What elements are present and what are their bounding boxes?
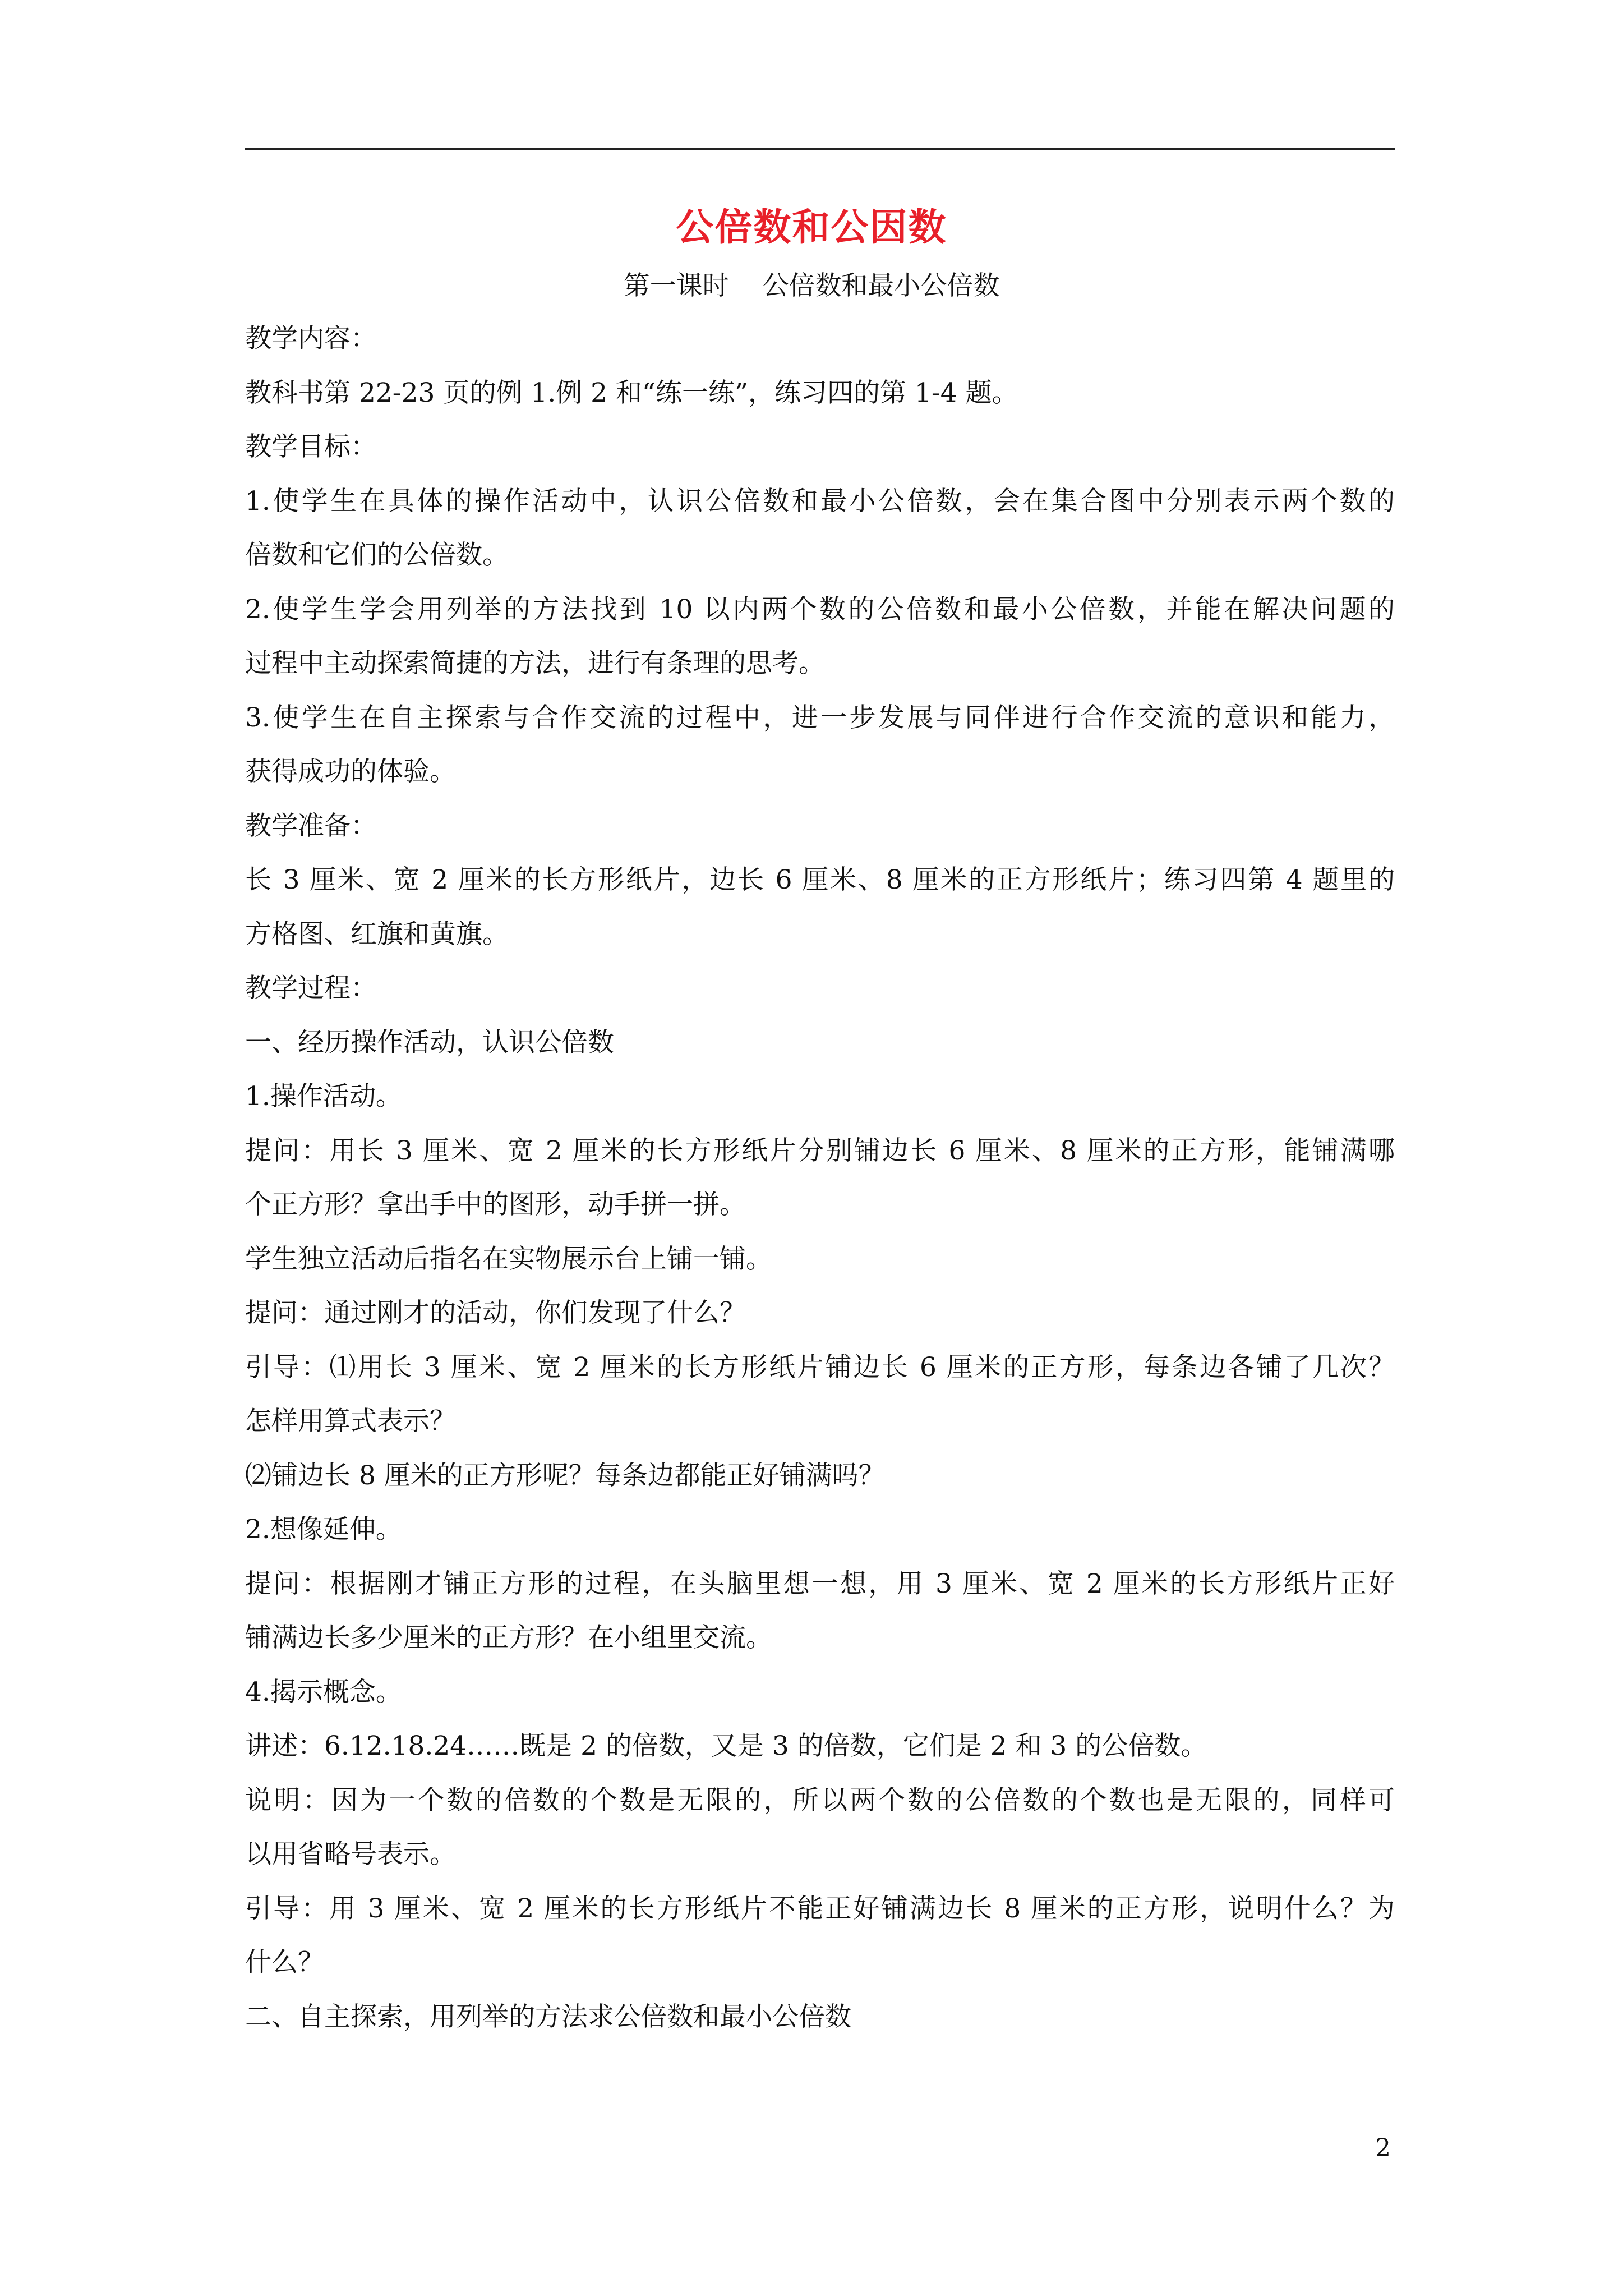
text-line: 以用省略号表示。 [245, 1839, 456, 1870]
page-number: 2 [1375, 2134, 1391, 2162]
text-line: 教学过程： [245, 973, 377, 1004]
text-line: 教学内容： [245, 323, 377, 354]
text-line: 讲述：6.12.18.24……既是 2 的倍数，又是 3 的倍数，它们是 2 和 3 的公倍数。 [245, 1731, 1207, 1761]
text-line: 方格图、红旗和黄旗。 [245, 918, 509, 950]
text-line: 教学准备： [245, 810, 377, 841]
text-line: 什么？ [245, 1947, 324, 1978]
text-line: 3.使学生在自主探索与合作交流的过程中，进一步发展与同伴进行合作交流的意识和能力， [245, 702, 1395, 733]
text-line: 说明：因为一个数的倍数的个数是无限的，所以两个数的公倍数的个数也是无限的，同样可 [245, 1784, 1395, 1816]
text-line: 二、自主探索，用列举的方法求公倍数和最小公倍数 [245, 2001, 851, 2032]
text-line: 长 3 厘米、宽 2 厘米的长方形纸片，边长 6 厘米、8 厘米的正方形纸片；练习四第 4 题里的 [245, 864, 1395, 895]
text-line: 学生独立活动后指名在实物展示台上铺一铺。 [245, 1243, 772, 1274]
text-line: 提问：用长 3 厘米、宽 2 厘米的长方形纸片分别铺边长 6 厘米、8 厘米的正方形，能铺满哪 [245, 1135, 1395, 1166]
header-rule [245, 148, 1395, 150]
text-line: 过程中主动探索简捷的方法，进行有条理的思考。 [245, 648, 825, 679]
text-line: 提问：通过刚才的活动，你们发现了什么？ [245, 1297, 746, 1328]
text-line: 铺满边长多少厘米的正方形？在小组里交流。 [245, 1622, 772, 1653]
text-line: 一、经历操作活动，认识公倍数 [245, 1027, 614, 1058]
text-line: 提问：根据刚才铺正方形的过程，在头脑里想一想，用 3 厘米、宽 2 厘米的长方形纸片正好 [245, 1568, 1395, 1599]
text-line: 4.揭示概念。 [245, 1676, 402, 1708]
document-body [245, 312, 1395, 2044]
text-line: 教科书第 22-23 页的例 1.例 2 和“练一练”，练习四的第 1-4 题。 [245, 377, 1018, 408]
text-line: 获得成功的体验。 [245, 756, 456, 787]
document-subtitle: 第一课时 公倍数和最小公倍数 [623, 270, 1000, 301]
text-line: 1.操作活动。 [245, 1081, 402, 1112]
text-line: 教学目标： [245, 431, 377, 462]
text-line: 1.使学生在具体的操作活动中，认识公倍数和最小公倍数，会在集合图中分别表示两个数的 [245, 485, 1395, 517]
text-line: 2.想像延伸。 [245, 1514, 402, 1545]
text-line: 引导：⑴用长 3 厘米、宽 2 厘米的长方形纸片铺边长 6 厘米的正方形，每条边各铺了几次？ [245, 1351, 1395, 1383]
text-line: 引导：用 3 厘米、宽 2 厘米的长方形纸片不能正好铺满边长 8 厘米的正方形，说明什么？为 [245, 1893, 1395, 1924]
text-line: ⑵铺边长 8 厘米的正方形呢？每条边都能正好铺满吗？ [245, 1460, 885, 1491]
text-line: 2.使学生学会用列举的方法找到 10 以内两个数的公倍数和最小公倍数，并能在解决问题的 [245, 593, 1395, 625]
text-line: 怎样用算式表示？ [245, 1406, 456, 1437]
document-title: 公倍数和公因数 [676, 205, 947, 249]
text-line: 个正方形？拿出手中的图形，动手拼一拼。 [245, 1189, 746, 1220]
text-line: 倍数和它们的公倍数。 [245, 540, 509, 570]
